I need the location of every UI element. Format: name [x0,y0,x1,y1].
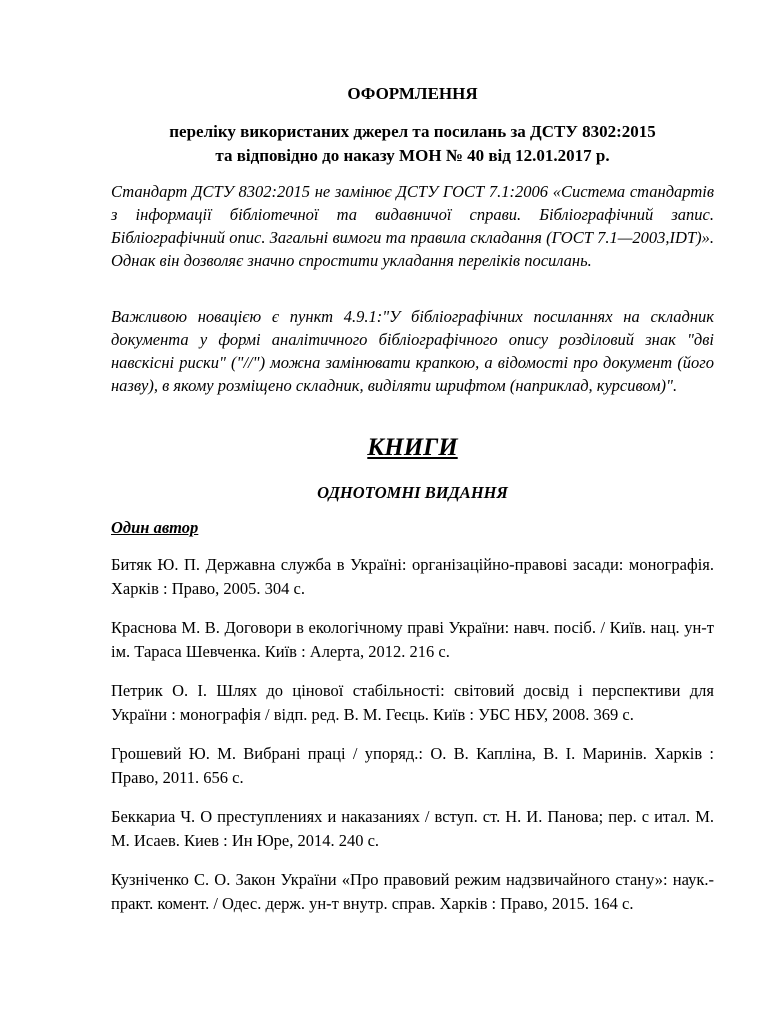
document-title: ОФОРМЛЕННЯ [347,84,478,103]
author-heading-one-author: Один автор [111,518,199,537]
document-subtitle [111,120,714,168]
subsection-title-single-volume: ОДНОТОМНІ ВИДАННЯ [317,483,508,502]
reference-item: Битяк Ю. П. Державна служба в Україні: організаційно-правові засади: монографія. Харків : Право, 2005. 304 с. [111,555,714,598]
novelty-paragraph: Важливою новацією є пункт 4.9.1:"У бібліографічних посиланнях на складник документа у формі аналітичного бібліографічного опису розділовий знак "дві навскісні риски" ("//") можна замінювати крапкою, а відомості про документ (його назву), в якому розміщено складник, виділяти шрифтом (наприклад, курсивом)". [111,307,714,395]
reference-list [111,553,714,931]
reference-item: Кузніченко С. О. Закон України «Про правовий режим надзвичайного стану»: наук.-практ. комент. / Одес. держ. ун-т внутр. справ. Харків : Право, 2015. 164 с. [111,870,714,913]
reference-item: Петрик О. І. Шлях до цінової стабільності: світовий досвід і перспективи для України : монографія / відп. ред. В. М. Геєць. Київ : УБС НБУ, 2008. 369 с. [111,681,714,724]
reference-item: Беккариа Ч. О преступлениях и наказаниях / вступ. ст. Н. И. Панова; пер. с итал. М. М. Исаев. Киев : Ин Юре, 2014. 240 с. [111,807,714,850]
subtitle-line-2: та відповідно до наказу МОН № 40 від 12.01.2017 р. [215,146,610,165]
section-title-books: КНИГИ [367,434,458,461]
subtitle-line-1: переліку використаних джерел та посилань за ДСТУ 8302:2015 [169,122,656,141]
intro-paragraph: Стандарт ДСТУ 8302:2015 не замінює ДСТУ ГОСТ 7.1:2006 «Система стандартів з інформації бібліотечної та видавничої справи. Бібліографічний запис. Бібліографічний опис. Загальні вимоги та правила складання (ГОСТ 7.1—2003,IDT)». Однак він дозволяє значно спростити укладання переліків посилань. [111,182,714,270]
reference-item: Грошевий Ю. М. Вибрані праці / упоряд.: О. В. Капліна, В. І. Маринів. Харків : Право, 2011. 656 с. [111,744,714,787]
reference-item: Краснова М. В. Договори в екологічному праві України: навч. посіб. / Київ. нац. ун-т ім. Тараса Шевченка. Київ : Алерта, 2012. 216 с. [111,618,714,661]
